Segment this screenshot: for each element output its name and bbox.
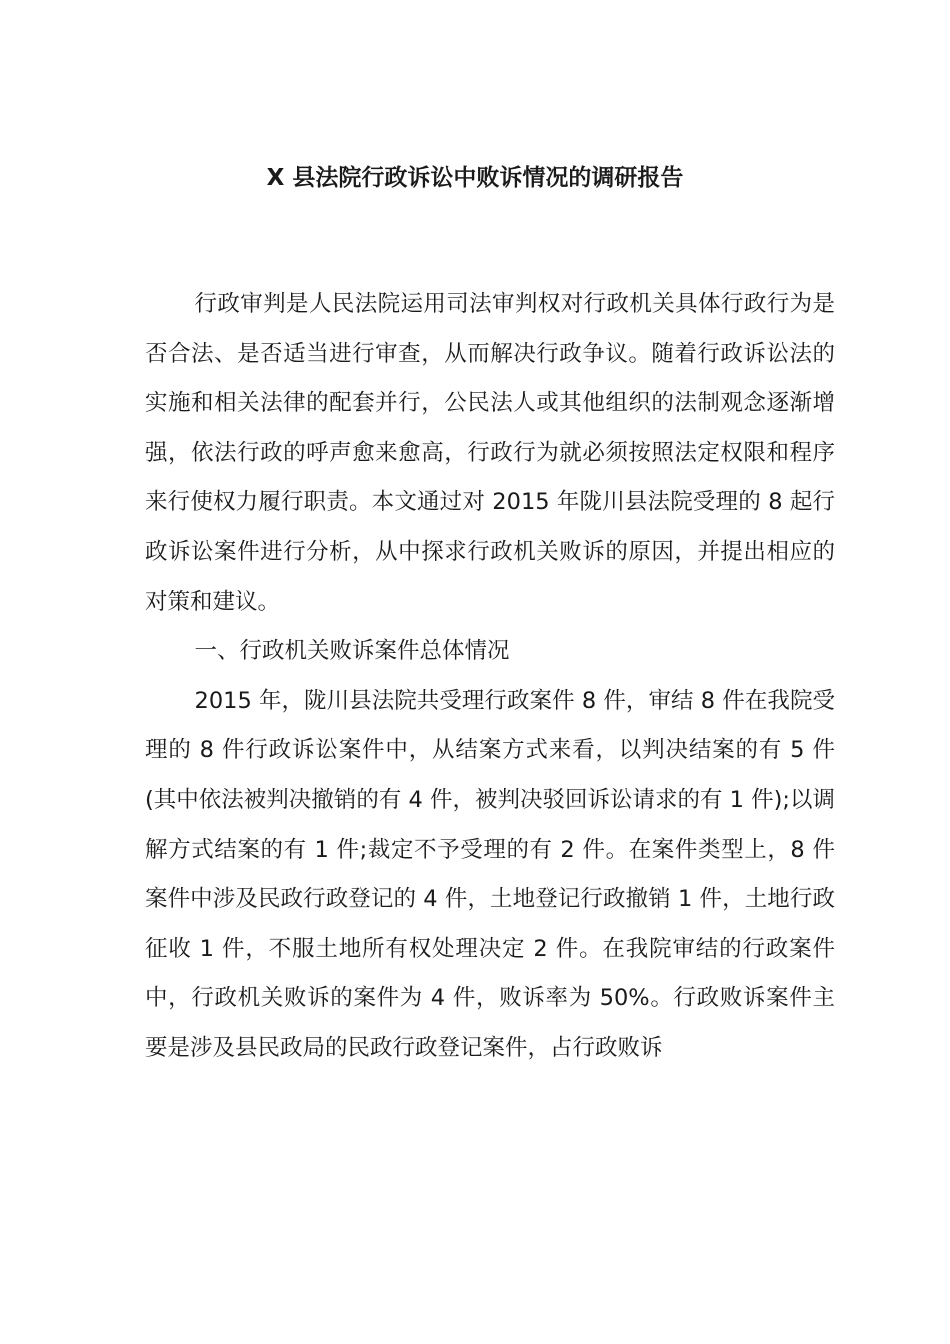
paragraph-intro: 行政审判是人民法院运用司法审判权对行政机关具体行政行为是否合法、是否适当进行审查，从而解决行政争议。随着行政诉讼法的实施和相关法律的配套并行，公民法人或其他组织的法制观念逐渐增强，依法行政的呼声愈来愈高，行政行为就必须按照法定权限和程序来行使权力履行职责。本文通过对 2015 年陇川县法院受理的 8 起行政诉讼案件进行分析，从中探求行政机关败诉的原因，并提出相应的对策和建议。	[145, 291, 835, 615]
document-title: X 县法院行政诉讼中败诉情况的调研报告	[266, 165, 684, 191]
paragraph-overview: 2015 年，陇川县法院共受理行政案件 8 件，审结 8 件在我院受理的 8 件行政诉讼案件中，从结案方式来看，以判决结案的有 5 件(其中依法被判决撤销的有 4 件，被判决驳回诉讼请求的有 1 件);以调解方式结案的有 1 件;裁定不予受理的有 2 件。在案件类型上，8 件案件中涉及民政行政登记的 4 件，土地登记行政撤销 1 件，土地行政征收 1 件，不服土地所有权处理决定 2 件。在我院审结的行政案件中，行政机关败诉的案件为 4 件，败诉率为 50%。行政败诉案件主要是涉及县民政局的民政行政登记案件，占行政败诉	[145, 687, 835, 1061]
document-body	[145, 280, 835, 1074]
paragraph-section-heading: 一、行政机关败诉案件总体情况	[194, 638, 510, 665]
